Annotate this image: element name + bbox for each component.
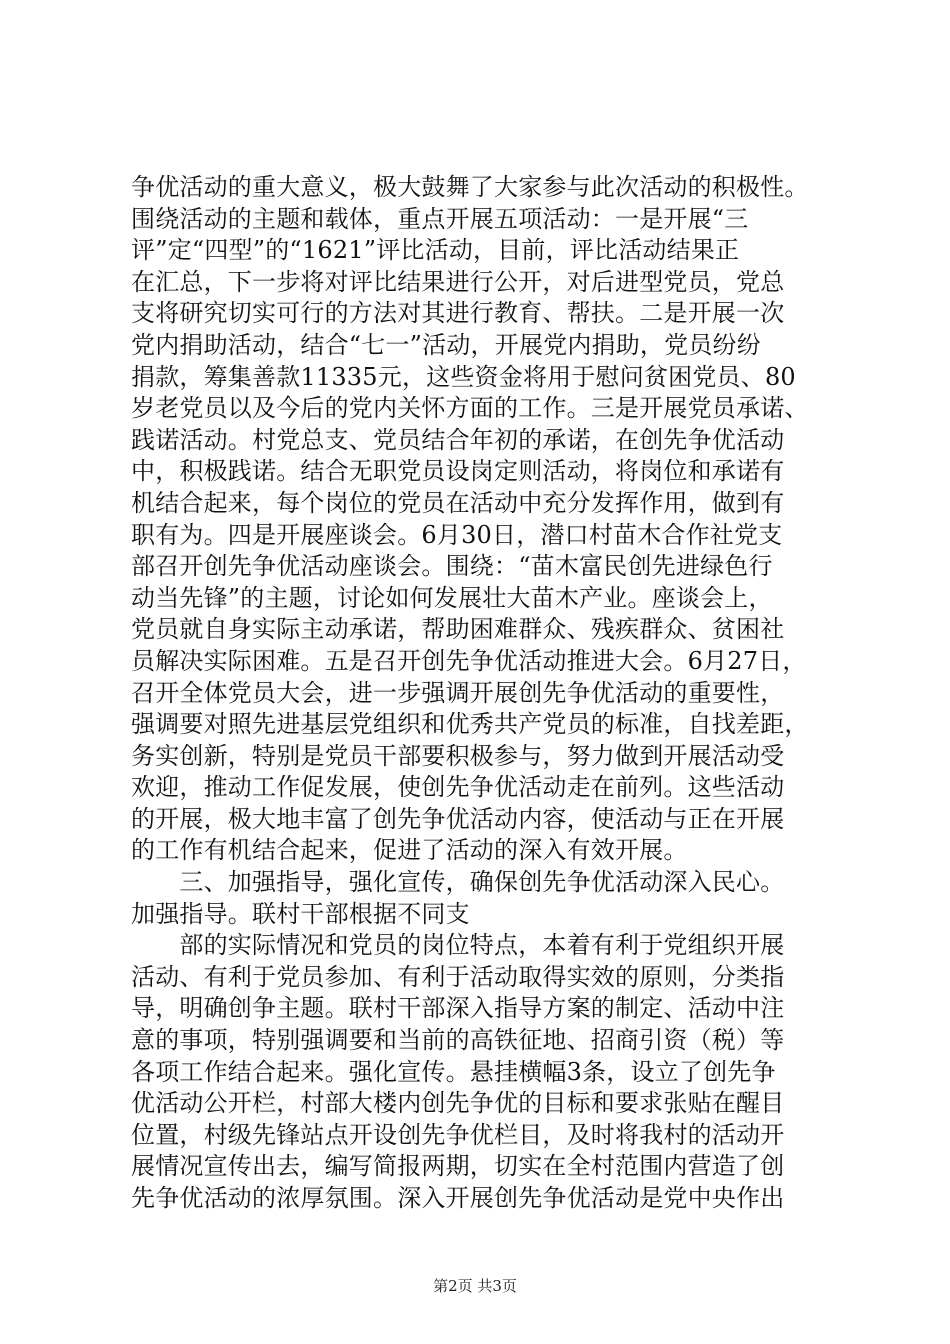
text-line: 员解决实际困难。五是召开创先争优活动推进大会。6月27日， [131,646,807,675]
text-line: 的工作有机结合起来，促进了活动的深入有效开展。 [131,836,688,865]
text-line: 优活动公开栏，村部大楼内创先争优的目标和要求张贴在醒目 [131,1089,785,1118]
text-line: 意的事项，特别强调要和当前的高铁征地、招商引资（税）等 [131,1026,785,1055]
text-line: 的开展，极大地丰富了创先争优活动内容，使活动与正在开展 [131,804,785,833]
text-line: 践诺活动。村党总支、党员结合年初的承诺，在创先争优活动 [131,425,785,454]
text-line: 动当先锋”的主题，讨论如何发展壮大苗木产业。座谈会上， [131,583,773,612]
text-line: 三、加强指导，强化宣传，确保创先争优活动深入民心。 [131,868,785,897]
text-line: 围绕活动的主题和载体，重点开展五项活动：一是开展“三 [131,204,749,233]
text-line: 部召开创先争优活动座谈会。围绕：“苗木富民创先进绿色行 [131,552,773,581]
text-line: 党员就自身实际主动承诺，帮助困难群众、残疾群众、贫困社 [131,615,785,644]
text-line: 强调要对照先进基层党组织和优秀共产党员的标准，自找差距， [131,710,809,739]
text-line: 加强指导。联村干部根据不同支 [131,899,470,928]
text-line: 各项工作结合起来。强化宣传。悬挂横幅3条，设立了创先争 [131,1057,776,1086]
text-line: 活动、有利于党员参加、有利于活动取得实效的原则，分类指 [131,962,785,991]
text-line: 机结合起来，每个岗位的党员在活动中充分发挥作用，做到有 [131,488,785,517]
document-body [131,172,831,1215]
text-line: 支将研究切实可行的方法对其进行教育、帮扶。二是开展一次 [131,299,785,328]
text-line: 先争优活动的浓厚氛围。深入开展创先争优活动是党中央作出 [131,1184,785,1212]
text-line: 职有为。四是开展座谈会。6月30日，潜口村苗木合作社党支 [131,520,783,549]
text-line: 务实创新，特别是党员干部要积极参与，努力做到开展活动受 [131,741,785,770]
text-line: 党内捐助活动，结合“七一”活动，开展党内捐助，党员纷纷 [131,330,761,359]
text-line: 岁老党员以及今后的党内关怀方面的工作。三是开展党员承诺、 [131,394,809,423]
text-line: 部的实际情况和党员的岗位特点，本着有利于党组织开展 [131,931,785,960]
text-line: 中，积极践诺。结合无职党员设岗定则活动，将岗位和承诺有 [131,457,785,486]
text-line: 争优活动的重大意义，极大鼓舞了大家参与此次活动的积极性。 [131,173,809,201]
page-footer: 第2页 共3页 [433,1277,517,1295]
text-line: 欢迎，推动工作促发展，使创先争优活动走在前列。这些活动 [131,773,785,802]
text-line: 位置，村级先锋站点开设创先争优栏目，及时将我村的活动开 [131,1120,785,1149]
text-line: 评”定“四型”的“1621”评比活动，目前，评比活动结果正 [131,236,740,265]
text-line: 展情况宣传出去，编写简报两期，切实在全村范围内营造了创 [131,1152,785,1181]
text-line: 捐款，筹集善款11335元，这些资金将用于慰问贫困党员、80 [131,362,796,391]
text-line: 导，明确创争主题。联村干部深入指导方案的制定、活动中注 [131,994,785,1023]
text-line: 召开全体党员大会，进一步强调开展创先争优活动的重要性， [131,678,785,707]
text-line: 在汇总，下一步将对评比结果进行公开，对后进型党员，党总 [131,267,785,296]
